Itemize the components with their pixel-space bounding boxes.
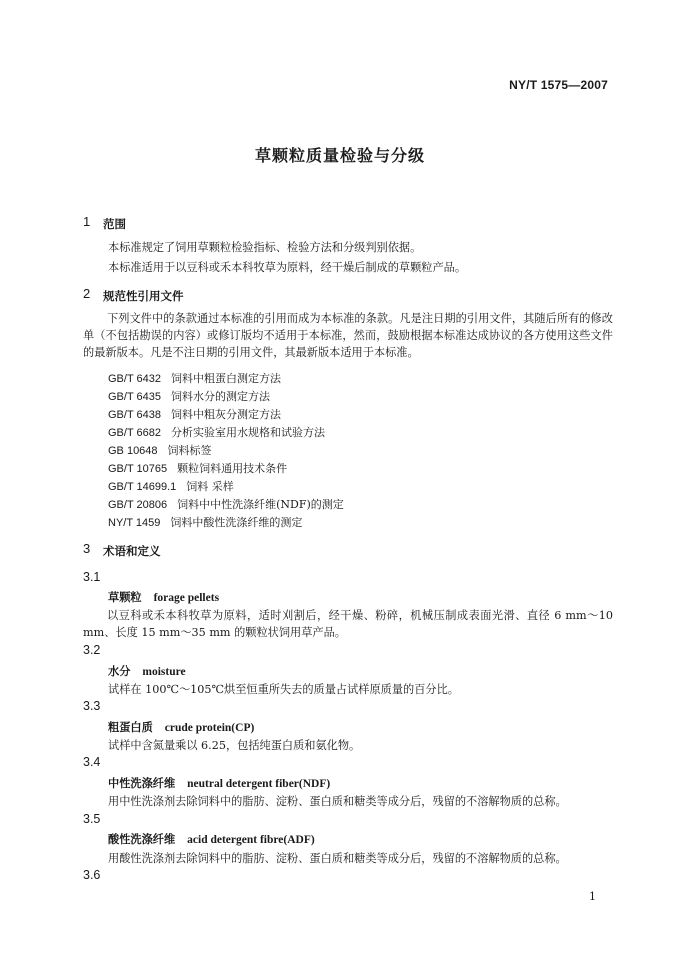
term-number: 3.6: [83, 868, 101, 882]
term-en: acid detergent fibre(ADF): [187, 834, 315, 846]
term-definition: 试样在 100℃～105℃烘至恒重所失去的质量占试样原质量的百分比。: [108, 683, 459, 696]
reference-code: GB/T 6438: [108, 409, 161, 421]
document-number: NY/T 1575—2007: [509, 78, 608, 92]
reference-item: [108, 460, 287, 476]
reference-item: [108, 442, 212, 458]
reference-item: [108, 388, 270, 404]
reference-name: 饲料中粗蛋白测定方法: [171, 372, 281, 385]
reference-name: 颗粒饲料通用技术条件: [177, 462, 288, 475]
reference-code: GB/T 6682: [108, 427, 161, 439]
reference-code: NY/T 1459: [108, 517, 161, 529]
term-zh: 水分: [108, 665, 131, 678]
reference-code: GB/T 14699.1: [108, 481, 177, 493]
term-heading: [108, 719, 254, 735]
term-definition: 用中性洗涤剂去除饲料中的脂肪、淀粉、蛋白质和糖类等成分后，残留的不溶解物质的总称。: [108, 795, 567, 808]
section-1-number: 1: [83, 214, 91, 229]
term-zh: 酸性洗涤纤维: [108, 833, 176, 846]
reference-name: 饲料中中性洗涤纤维(NDF)的测定: [177, 498, 344, 511]
term-en: crude protein(CP): [164, 722, 255, 734]
page-number: 1: [589, 890, 596, 903]
section-1-paragraph: 本标准规定了饲用草颗粒检验指标、检验方法和分级判别依据。: [108, 241, 422, 254]
section-1-title: 范围: [103, 217, 126, 231]
reference-code: GB/T 20806: [108, 499, 168, 511]
term-en: moisture: [142, 666, 186, 678]
term-zh: 中性洗涤纤维: [108, 777, 176, 790]
reference-code: GB/T 6435: [108, 391, 161, 403]
reference-code: GB/T 10765: [108, 463, 168, 475]
section-2-title: 规范性引用文件: [103, 289, 184, 303]
section-2-number: 2: [83, 286, 91, 301]
term-zh: 粗蛋白质: [108, 721, 153, 734]
term-number: 3.5: [83, 812, 101, 826]
section-1-paragraph: 本标准适用于以豆科或禾本科牧草为原料，经干燥后制成的草颗粒产品。: [108, 261, 467, 274]
term-number: 3.1: [83, 570, 101, 584]
page-title: 草颗粒质量检验与分级: [254, 146, 425, 165]
term-en: forage pellets: [153, 592, 220, 604]
reference-name: 饲料中粗灰分测定方法: [171, 408, 281, 421]
reference-code: GB/T 6432: [108, 373, 161, 385]
term-definition: 试样中含氮量乘以 6.25，包括纯蛋白质和氨化物。: [108, 739, 361, 752]
term-definition: 用酸性洗涤剂去除饲料中的脂肪、淀粉、蛋白质和糖类等成分后，残留的不溶解物质的总称。: [108, 852, 567, 865]
term-heading: [108, 589, 219, 605]
reference-item: [108, 478, 234, 494]
section-3-number: 3: [83, 541, 91, 556]
term-heading: [108, 775, 330, 791]
reference-name: 分析实验室用水规格和试验方法: [171, 426, 325, 439]
reference-item: [108, 370, 281, 386]
reference-item: [108, 514, 302, 530]
reference-name: 饲料 采样: [186, 480, 234, 493]
section-3-title: 术语和定义: [103, 544, 161, 558]
reference-item: [108, 424, 325, 440]
term-heading: [108, 663, 186, 679]
reference-item: [108, 496, 344, 512]
reference-code: GB 10648: [108, 445, 158, 457]
term-heading: [108, 831, 315, 847]
term-definition: 以豆科或禾本科牧草为原料，适时刈割后，经干燥、粉碎，机械压制成表面光滑、直径 6 mm～10 mm、长度 15 mm～35 mm 的颗粒状饲用草产品。: [83, 609, 613, 639]
term-en: neutral detergent fiber(NDF): [187, 778, 331, 790]
reference-item: [108, 406, 281, 422]
reference-name: 饲料中酸性洗涤纤维的测定: [170, 516, 303, 529]
term-zh: 草颗粒: [108, 591, 142, 604]
term-number: 3.3: [83, 699, 101, 713]
reference-name: 饲料水分的测定方法: [171, 390, 270, 403]
section-2-intro: 下列文件中的条款通过本标准的引用而成为本标准的条款。凡是注日期的引用文件，其随后所有的修改单（不包括勘误的内容）或修订版均不适用于本标准，然而，鼓励根据本标准达成协议的各方使用这些文件的最新版本。凡是不注日期的引用文件，其最新版本适用于本标准。: [83, 312, 613, 359]
term-number: 3.4: [83, 755, 101, 769]
reference-name: 饲料标签: [167, 444, 212, 457]
term-number: 3.2: [83, 643, 101, 657]
